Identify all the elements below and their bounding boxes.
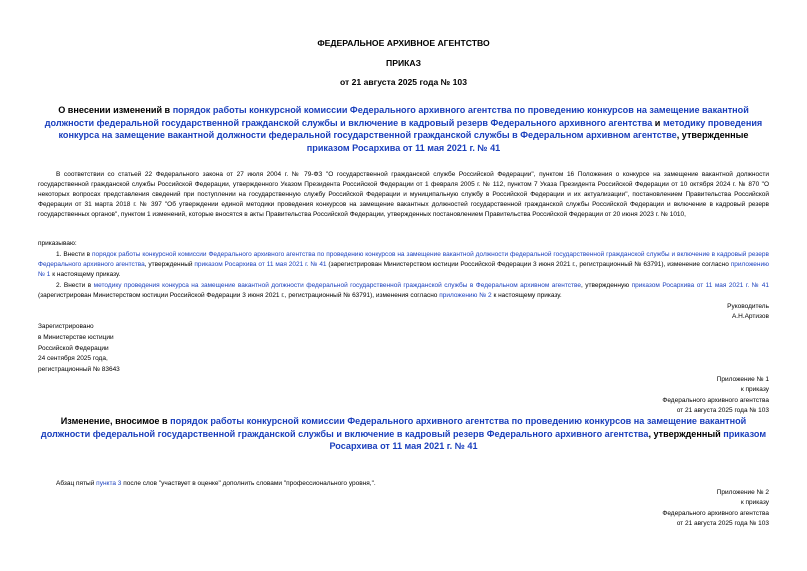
title-text: и bbox=[652, 117, 663, 128]
link-commission-procedure[interactable]: порядок работы конкурсной комиссии Федерального архивного агентства по проведению конкурсов на замещение вакантной должности федеральной государственной гражданской службы и включение в кадровый резерв Федерального архивного агентства bbox=[38, 251, 769, 268]
link-rosarchive-order[interactable]: приказом Росархива от 11 мая 2021 г. № 41 bbox=[329, 428, 767, 451]
item-text: , утвержденный bbox=[144, 260, 195, 268]
item-text: , утвержденную bbox=[580, 282, 632, 289]
item-text: к настоящему приказу. bbox=[50, 270, 121, 278]
item-text: (зарегистрирован Министерством юстиции Российской Федерации 3 июня 2021 г., регистрационный № 63791), изменение согласно bbox=[326, 260, 731, 268]
appendix-line: к приказу bbox=[740, 386, 769, 394]
order-date-number: от 21 августа 2025 года № 103 bbox=[340, 77, 467, 87]
link-clause-3[interactable]: пункта 3 bbox=[96, 480, 122, 487]
appendix-label: Приложение № 1 bbox=[716, 376, 769, 383]
link-competition-methodology[interactable]: методику проведения конкурса на замещение вакантной должности федеральной государственной гражданской службы в Федеральном архивном агентстве bbox=[93, 282, 581, 289]
order-item-1 bbox=[38, 250, 769, 280]
appendix-1-header bbox=[569, 375, 769, 416]
registration-line: в Министерстве юстиции bbox=[38, 333, 114, 341]
appendix-line: Федерального архивного агентства bbox=[662, 396, 769, 404]
link-commission-procedure[interactable]: порядок работы конкурсной комиссии Федерального архивного агентства по проведению конкурсов на замещение вакантной должности федеральной государственной гражданской службы и включение в кадровый резерв Федерального архивного агентства bbox=[44, 105, 749, 128]
registration-line: Российской Федерации bbox=[38, 344, 109, 352]
change-title bbox=[36, 415, 771, 453]
order-item-2 bbox=[38, 281, 769, 301]
appendix-line: к приказу bbox=[740, 499, 769, 507]
link-appendix-2[interactable]: приложению № 2 bbox=[439, 291, 492, 299]
title-text: О внесении изменений в bbox=[58, 105, 173, 115]
link-rosarchive-order[interactable]: приказом Росархива от 11 мая 2021 г. № 41 bbox=[631, 282, 769, 289]
signer-name: А.Н.Артизов bbox=[731, 313, 769, 321]
item-text: (зарегистрирован Министерством юстиции Российской Федерации 3 июня 2021 г., регистрационный № 63791), изменения согласно bbox=[38, 291, 440, 299]
appendix-line: от 21 августа 2025 года № 103 bbox=[676, 519, 769, 527]
link-rosarchive-order[interactable]: приказом Росархива от 11 мая 2021 г. № 41 bbox=[194, 260, 327, 268]
title-text: , утвержденные bbox=[676, 130, 749, 140]
appendix-line: Федерального архивного агентства bbox=[662, 509, 769, 517]
registration-line: Зарегистрировано bbox=[38, 323, 94, 330]
item-text: 1. Внести в bbox=[56, 251, 92, 258]
title-text: Изменение, вносимое в bbox=[60, 416, 171, 426]
item-text: 2. Внести в bbox=[56, 282, 94, 289]
appendix-line: от 21 августа 2025 года № 103 bbox=[676, 406, 769, 414]
registration-line: регистрационный № 83643 bbox=[38, 366, 120, 374]
agency-name: ФЕДЕРАЛЬНОЕ АРХИВНОЕ АГЕНТСТВО bbox=[317, 38, 490, 48]
item-text: к настоящему приказу. bbox=[491, 291, 562, 299]
registration-block bbox=[38, 322, 238, 376]
link-commission-procedure[interactable]: порядок работы конкурсной комиссии Федерального архивного агентства по проведению конкурсов на замещение вакантной должности федеральной государственной гражданской службы и включение в кадровый резерв Федерального архивного агентства bbox=[40, 416, 747, 439]
order-title bbox=[36, 104, 771, 154]
doc-type: ПРИКАЗ bbox=[386, 58, 421, 68]
registration-line: 24 сентября 2025 года, bbox=[38, 355, 108, 363]
link-rosarchive-order[interactable]: приказом Росархива от 11 мая 2021 г. № 41 bbox=[306, 142, 501, 153]
appendix-label: Приложение № 2 bbox=[716, 489, 769, 496]
signer-position: Руководитель bbox=[727, 303, 769, 310]
order-word: приказываю: bbox=[38, 240, 77, 247]
appendix-2-header bbox=[569, 488, 769, 529]
link-competition-methodology[interactable]: методику проведения конкурса на замещение вакантной должности федеральной государственной гражданской службы в Федеральном архивном агентстве bbox=[58, 117, 763, 140]
preamble: В соответствии со статьей 22 Федерального закона от 27 июля 2004 г. № 79-ФЗ "О государственной гражданской службе Российской Федерации", пунктом 16 Положения о конкурсе на замещение вакантной должности государственной гражданской службы Российской Федерации, утвержденного Указом Президента Российской Федерации от 1 февраля 2005 г. № 112, пунктом 7 Указа Президента Российской Федерации от 10 октября 2024 г. № 870 "О некоторых вопросах представления сведений при поступлении на государственную службу Российской Федерации и муниципальную службу в Российской Федерации и их актуализации", постановлением Правительства Российской Федерации от 31 марта 2018 г. № 397 "Об утверждении единой методики проведения конкурсов на замещение вакантных должностей государственной гражданской службы Российской Федерации и включение в кадровый резерв государственных органов", пунктом 1 изменений, которые вносятся в акты Правительства Российской Федерации, утвержденных постановлением Правительства Российской Федерации от 20 июня 2023 г. № 1010, bbox=[38, 171, 769, 218]
change-text-part: после слов "участвует в оценке" дополнить словами "профессионального уровня,". bbox=[121, 480, 376, 487]
title-text: , утвержденный bbox=[648, 428, 724, 439]
change-text-part: Абзац пятый bbox=[56, 480, 97, 487]
link-appendix-1[interactable]: приложению № 1 bbox=[38, 260, 769, 278]
signature-block bbox=[569, 302, 769, 323]
